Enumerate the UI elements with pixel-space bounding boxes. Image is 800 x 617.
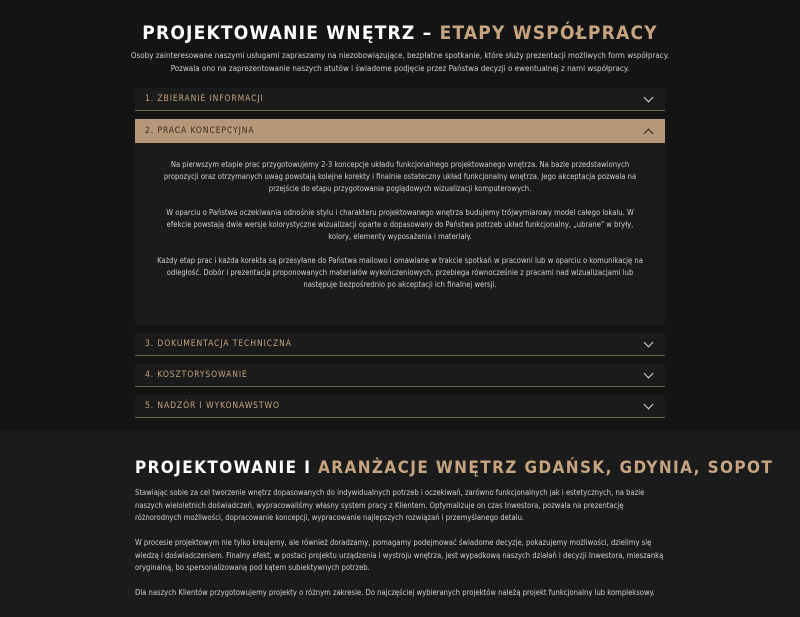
accordion-label: 3. DOKUMENTACJA TECHNICZNA [145,339,292,349]
accordion-label: 5. NADZÓR I WYKONAWSTWO [145,401,280,411]
stages-accordion [135,88,665,426]
about-section [0,430,800,617]
section-paragraph: Stawiając sobie za cel tworzenie wnętrz dopasowanych do indywidualnych potrzeb i oczekiwań, zarówno funkcjonalnych jak i estetycznych, na bazie naszych wieloletnich doświadczeń, wypracowaliśmy własny system pracy z Klientem. Optymalizuje on czas Inwestora, pozwala na prezentację różnorodnych możliwości, dopracowanie koncepcji, wypracowanie najlepszych rozwiązań i przemyślanego detalu. [135,488,645,522]
chevron-down-icon [644,337,654,347]
accordion-header-zbieranie[interactable] [135,88,665,111]
accordion-label: 2. PRACA KONCEPCYJNA [145,126,255,136]
intro-text: Osoby zainteresowane naszymi usługami zapraszamy na niezobowiązujące, bezpłatne spotkanie, które służy prezentacji możliwych form współpracy. Pozwala ono na zaprezentowanie naszych atutów i świadome podjęcie przez Państwa decyzji o ewentualnej z nami współpracy. [130,51,670,73]
page-title [0,22,800,44]
panel-paragraph: Na pierwszym etapie prac przygotowujemy 2-3 koncepcje układu funkcjonalnego projektowanego wnętrza. Na bazie przedstawionych propozycji oraz otrzymanych uwag powstają kolejne korekty i finalnie ostateczny układ funkcjonalny wnętrza. Jego akceptacja pozwala na przejście do etapu przygotowania poglądowych wizualizacji komputerowych. [163,160,637,193]
panel-paragraph: Każdy etap prac i każda korekta są przesyłane do Państwa mailowo i omawiane w trakcie spotkań w pracowni lub w oparciu o komunikację na odległość. Dobór i prezentacja proponowanych materiałów wykończeniowych, przebiega równocześnie z pracami nad wizualizacjami lub następuje bezpośrednio po akceptacji ich finalnej wersji. [157,256,643,289]
accordion-header-nadzor[interactable] [135,395,665,418]
section-heading [135,458,773,478]
accordion-header-kosztorysowanie[interactable] [135,364,665,387]
accordion-label: 4. KOSZTORYSOWANIE [145,370,248,380]
page-title-main: PROJEKTOWANIE WNĘTRZ – [142,22,433,44]
accordion-item-5 [135,395,665,418]
page-title-accent: ETAPY WSPÓŁPRACY [439,22,658,44]
accordion-header-praca-koncepcyjna[interactable] [135,119,665,143]
chevron-down-icon [644,399,654,409]
chevron-down-icon [644,92,654,102]
section-body [135,487,665,612]
accordion-item-3 [135,333,665,356]
section-paragraph: Dla naszych Klientów przygotowujemy projekty o różnym zakresie. Do najczęściej wybieranych projektów należą projekt funkcjonalny lub kompleksowy. [135,588,655,597]
accordion-panel-praca-koncepcyjna [135,143,665,325]
accordion-label: 1. ZBIERANIE INFORMACJI [145,94,264,104]
panel-paragraph: W oparciu o Państwa oczekiwania odnośnie stylu i charakteru projektowanego wnętrza budujemy trójwymiarowy model całego lokalu. W efekcie powstają dwie wersje kolorystyczne wizualizacji oparte o dopasowany do Państwa potrzeb układ funkcjonalny, „ubrane" w bryły, kolory, elementy wyposażenia i materiały. [166,208,634,241]
section-heading-accent: ARANŻACJE WNĘTRZ GDAŃSK, GDYNIA, SOPOT [318,458,774,478]
accordion-item-4 [135,364,665,387]
section-heading-main: PROJEKTOWANIE I [135,458,312,478]
accordion-item-1 [135,88,665,111]
section-paragraph: W procesie projektowym nie tylko kreujemy, ale również doradzamy, pomagamy podejmować świadome decyzje, pokazujemy możliwości, dzielimy się wiedzą i doświadczeniem. Finalny efekt, w postaci projektu urządzenia i wystroju wnętrza, jest wypadkową naszych działań i decyzji Inwestora, mieszanką oryginalną, bo spersonalizowaną pod kątem subiektywnych potrzeb. [135,538,664,572]
accordion-header-dokumentacja[interactable] [135,333,665,356]
chevron-down-icon [644,368,654,378]
accordion-item-2 [135,119,665,325]
chevron-up-icon [644,128,654,138]
